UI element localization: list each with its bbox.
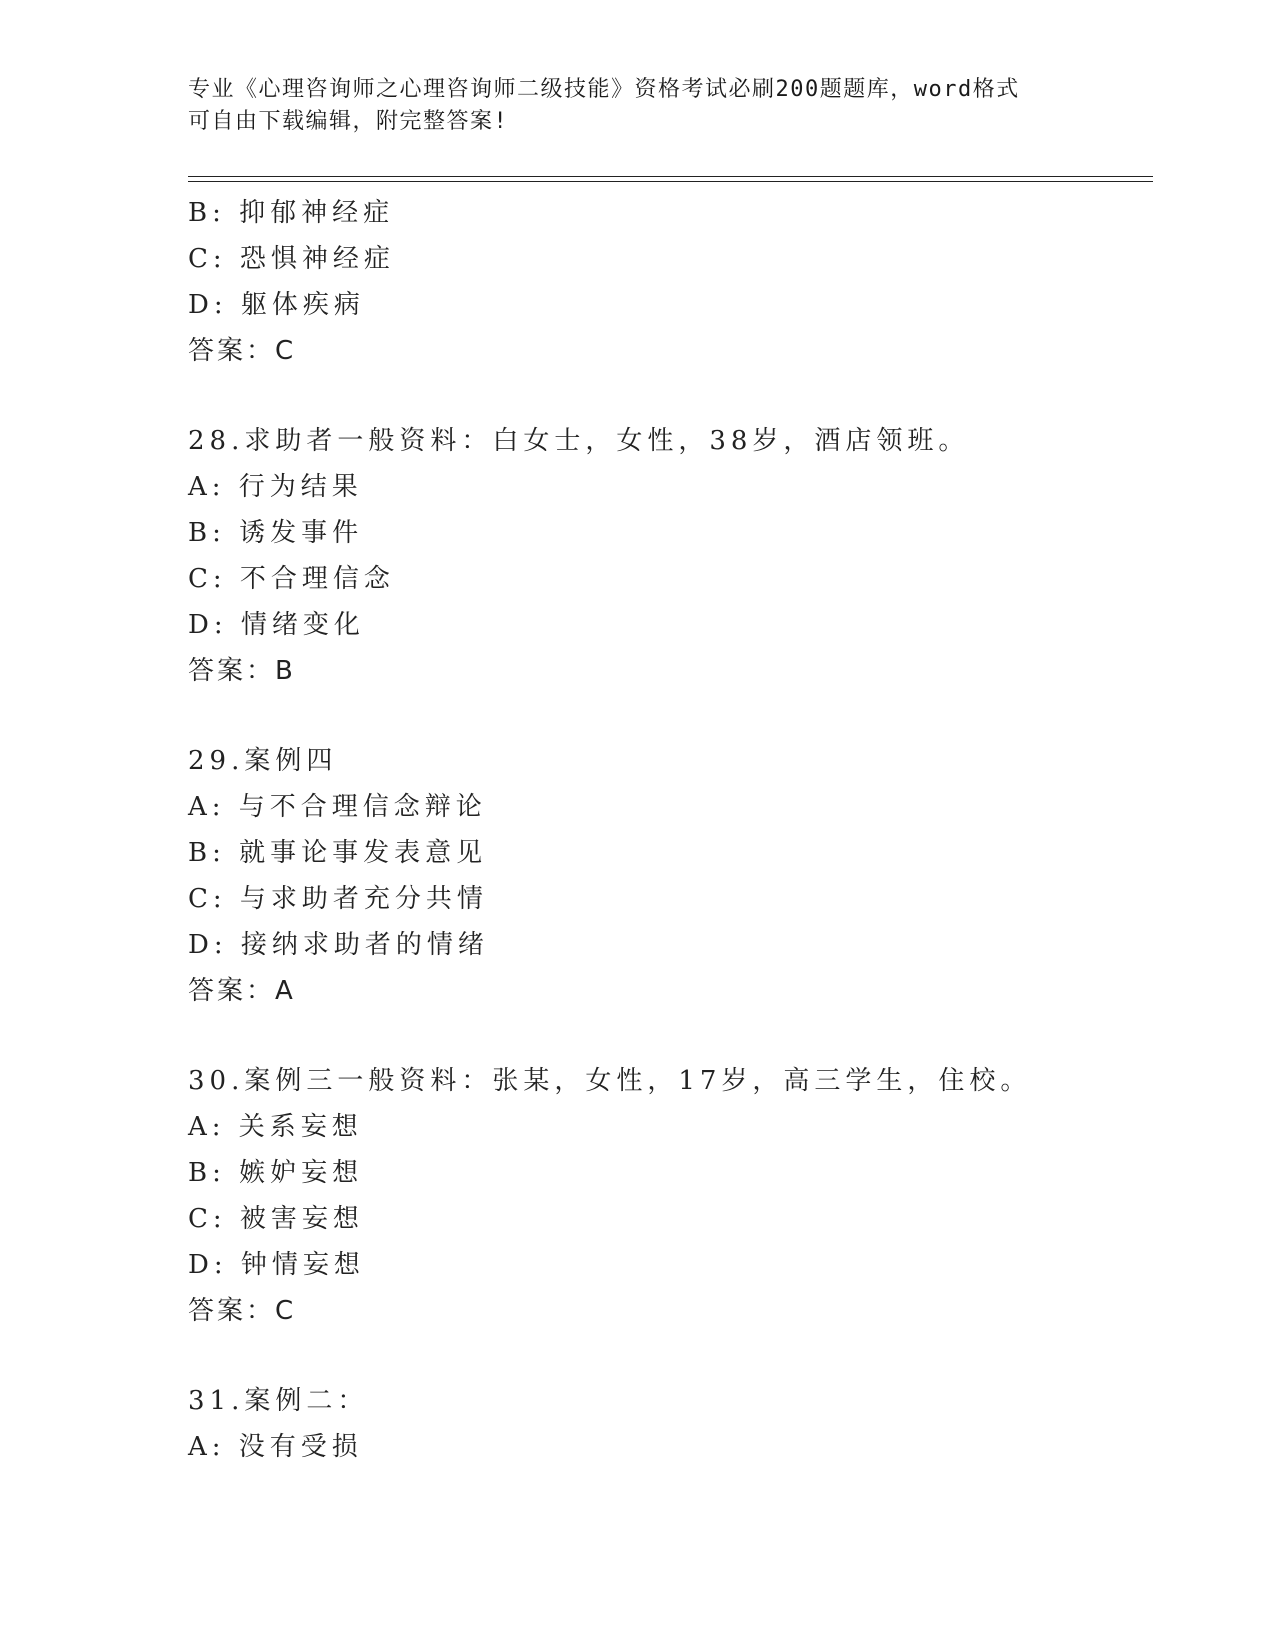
question-gap: [188, 374, 1148, 418]
option-c: C: 被害妄想: [188, 1204, 364, 1234]
question-list: [188, 190, 1148, 1470]
question-gap: [188, 694, 1148, 738]
question-stem: 30.案例三一般资料：张某，女性，17岁，高三学生，住校。: [188, 1066, 1032, 1096]
option-d: D: 钟情妄想: [188, 1250, 365, 1280]
answer-line: 答案：C: [188, 1296, 297, 1326]
question-29: [188, 738, 1148, 1014]
header-divider-top: [188, 176, 1153, 177]
answer-line: 答案：B: [188, 656, 296, 686]
question-gap: [188, 1014, 1148, 1058]
question-31: [188, 1378, 1148, 1470]
option-b: B: 诱发事件: [188, 518, 364, 548]
option-c: C: 恐惧神经症: [188, 244, 395, 274]
option-c: C: 与求助者充分共情: [188, 884, 488, 914]
option-a: A: 关系妄想: [188, 1112, 363, 1142]
header-divider-bottom: [188, 181, 1153, 182]
question-27-tail: [188, 190, 1148, 374]
question-gap: [188, 1334, 1148, 1378]
option-c: C: 不合理信念: [188, 564, 395, 594]
header-line-2: 可自由下载编辑，附完整答案!: [188, 109, 509, 134]
question-28: [188, 418, 1148, 694]
option-a: A: 行为结果: [188, 472, 363, 502]
option-a: A: 没有受损: [188, 1432, 363, 1462]
question-stem: 29.案例四: [188, 746, 338, 776]
question-stem: 28.求助者一般资料：白女士，女性，38岁，酒店领班。: [188, 426, 970, 456]
answer-line: 答案：A: [188, 976, 296, 1006]
option-b: B: 就事论事发表意见: [188, 838, 488, 868]
option-b: B: 嫉妒妄想: [188, 1158, 364, 1188]
option-b: B: 抑郁神经症: [188, 198, 395, 228]
option-d: D: 躯体疾病: [188, 290, 365, 320]
answer-line: 答案：C: [188, 336, 297, 366]
question-stem: 31.案例二：: [188, 1386, 369, 1416]
document-header: [188, 74, 1088, 138]
question-30: [188, 1058, 1148, 1334]
option-a: A: 与不合理信念辩论: [188, 792, 487, 822]
option-d: D: 情绪变化: [188, 610, 365, 640]
option-d: D: 接纳求助者的情绪: [188, 930, 489, 960]
header-line-1: 专业《心理咨询师之心理咨询师二级技能》资格考试必刷200题题库，word格式: [188, 77, 1020, 102]
